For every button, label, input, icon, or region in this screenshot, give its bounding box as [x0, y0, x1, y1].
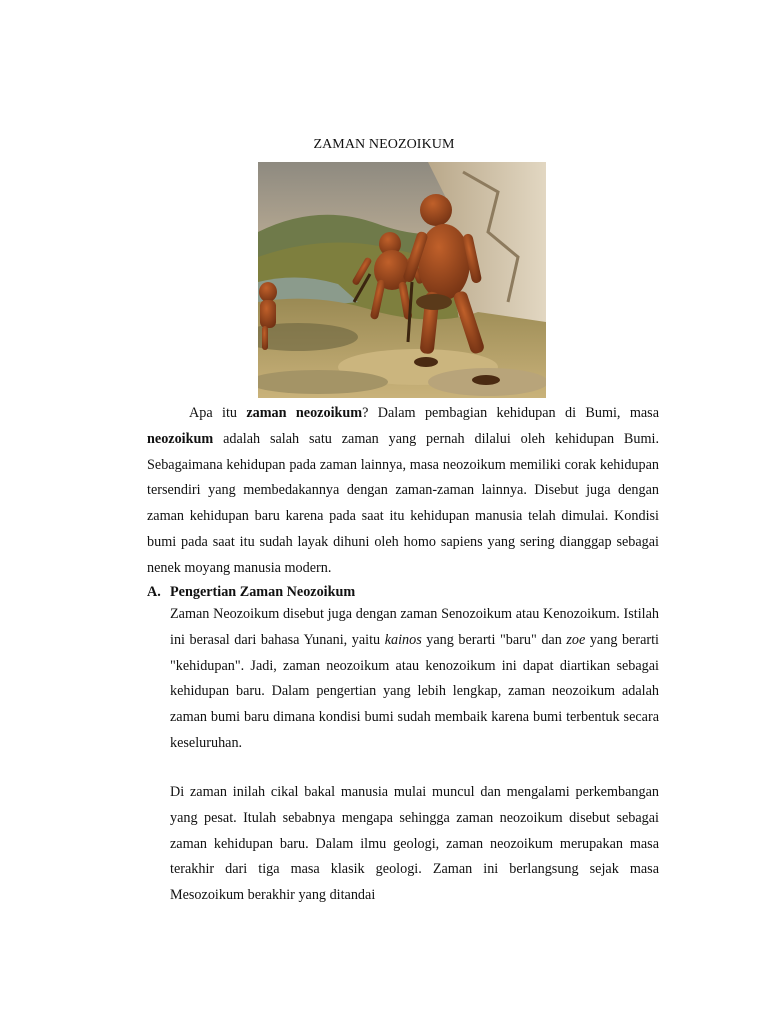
p1-text-1: Zaman Neozoikum disebut juga dengan zaman Senozoikum atau Kenozoikum. Istilah ini berasal dari bahasa Yunani, yaitu: [170, 606, 659, 648]
p1-italic-zoe: zoe: [566, 631, 586, 648]
early-humans-illustration: [258, 162, 546, 398]
intro-bold-term-2: neozoikum: [147, 430, 214, 447]
intro-text-1: Apa itu: [189, 405, 247, 421]
intro-text-3: adalah salah satu zaman yang pernah dilalui oleh kehidupan Bumi. Sebagaimana kehidupan pada zaman lainnya, masa neozoikum memiliki corak kehidupan tersendiri yang membedakannya dengan zaman-zaman lainnya. Disebut juga dengan zaman kehidupan baru karena pada saat itu kehidupan manusia telah dimulai. Kondisi bumi pada saat itu sudah layak dihuni oleh homo sapiens yang sering dianggap sebagai nenek moyang manusia modern.: [147, 430, 659, 576]
p1-italic-kainos: kainos: [384, 631, 422, 648]
p2-text: Di zaman inilah cikal bakal manusia mulai muncul dan mengalami perkembangan yang pesat. Itulah sebabnya mengapa sehingga zaman neozoikum disebut sebagai zaman kehidupan baru. Dalam ilmu geologi, zaman neozoikum merupakan masa terakhir dari tiga masa klasik geologi. Zaman ini berlangsung sejak masa Mesozoikum berakhir yang ditandai: [170, 784, 659, 904]
intro-text-2: ? Dalam pembagian kehidupan di Bumi, masa: [362, 405, 659, 421]
p1-text-3: yang berarti "kehidupan". Jadi, zaman neozoikum atau kenozoikum ini dapat diartikan sebagai kehidupan baru. Dalam pengertian yang lebih lengkap, zaman neozoikum adalah zaman bumi baru dimana kondisi bumi sudah membaik karena bumi terbentuk secara keseluruhan.: [170, 631, 659, 751]
document-title: ZAMAN NEOZOIKUM: [313, 137, 455, 152]
intro-bold-term-1: zaman neozoikum: [246, 405, 363, 421]
section-a-number: A.: [147, 584, 161, 600]
section-a-heading: [147, 580, 355, 604]
section-a-paragraph-2: [170, 780, 659, 909]
p1-text-2: yang berarti "baru" dan: [421, 631, 567, 648]
section-a-paragraph-1: [170, 602, 659, 757]
section-a-title: Pengertian Zaman Neozoikum: [170, 584, 356, 600]
intro-paragraph: [147, 401, 659, 582]
